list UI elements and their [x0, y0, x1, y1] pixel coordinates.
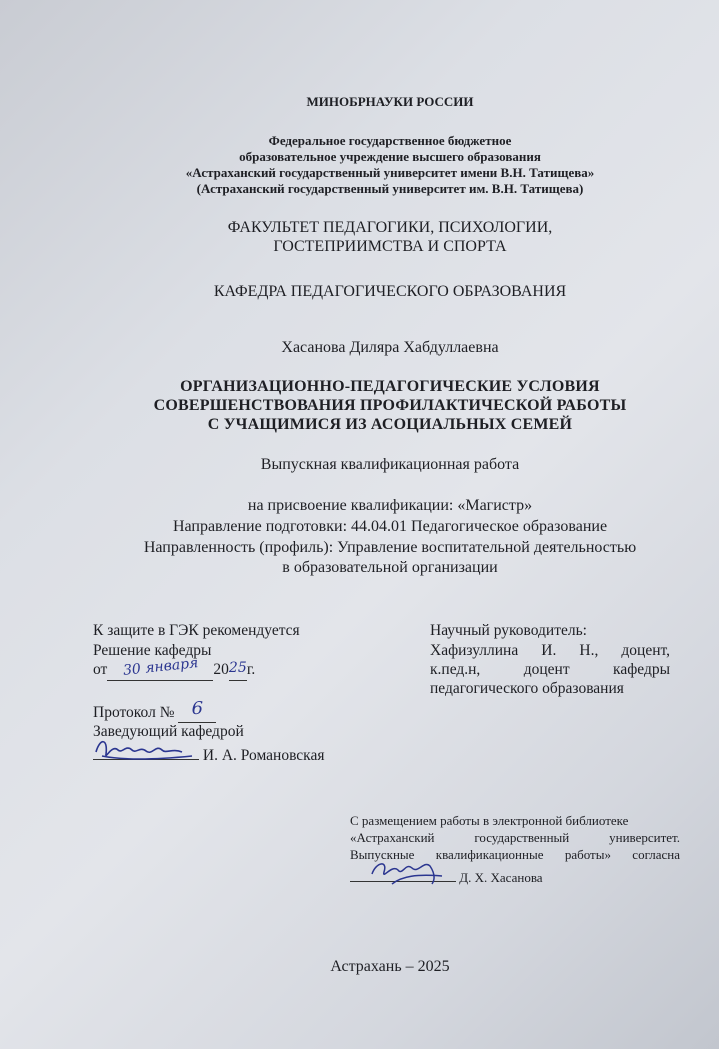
institution-line1: Федеральное государственное бюджетное	[268, 133, 512, 148]
author-signature	[362, 854, 452, 894]
supervisor-label: Научный руководитель:	[430, 622, 587, 639]
city-year: Астрахань – 2025	[330, 958, 450, 975]
ministry: МИНОБРНАУКИ РОССИИ	[306, 94, 474, 109]
thesis-title-line1: ОРГАНИЗАЦИОННО-ПЕДАГОГИЧЕСКИЕ УСЛОВИЯ	[180, 378, 600, 395]
author-name: Хасанова Диляра Хабдуллаевна	[281, 339, 499, 356]
profile-line2: в образовательной организации	[282, 559, 498, 576]
institution-line2: образовательное учреждение высшего образования	[239, 149, 541, 164]
department-decision: Решение кафедры	[93, 642, 212, 659]
profile-line1: Направленность (профиль): Управление воспитательной деятельностью	[143, 539, 637, 556]
year-prefix: 20	[213, 661, 229, 678]
department: КАФЕДРА ПЕДАГОГИЧЕСКОГО ОБРАЗОВАНИЯ	[213, 283, 567, 300]
decision-date	[93, 655, 393, 681]
handwritten-year: 25	[228, 660, 247, 676]
library-consent-line1: С размещением работы в электронной библиотеке	[350, 813, 629, 828]
handwritten-date: 30 января	[121, 655, 199, 679]
date-prefix: от	[93, 661, 108, 678]
institution-line4: (Астраханский государственный университет им. В.Н. Татищева)	[196, 181, 584, 196]
year-suffix: г.	[246, 661, 256, 678]
work-type: Выпускная квалификационная работа	[260, 456, 520, 473]
qualification: на присвоение квалификации: «Магистр»	[247, 497, 533, 514]
head-of-department-label: Заведующий кафедрой	[93, 723, 244, 740]
protocol-field	[178, 698, 216, 723]
head-signature	[92, 730, 202, 766]
supervisor-line3: педагогического образования	[430, 680, 624, 697]
supervisor-line1: Хафизуллина И. Н., доцент,	[430, 642, 670, 659]
library-consent-line3: Выпускные квалификационные работы» согласна	[350, 847, 680, 862]
date-field	[107, 655, 213, 681]
defense-recommend: К защите в ГЭК рекомендуется	[93, 622, 300, 639]
handwritten-protocol-number: 6	[191, 698, 204, 719]
institution-line3: «Астраханский государственный университет имени В.Н. Татищева»	[185, 165, 595, 180]
faculty-line2: ГОСТЕПРИИМСТВА И СПОРТА	[273, 238, 507, 255]
thesis-title-line2: СОВЕРШЕНСТВОВАНИЯ ПРОФИЛАКТИЧЕСКОЙ РАБОТЫ	[153, 397, 627, 414]
head-name: И. А. Романовская	[202, 747, 325, 764]
year-field	[229, 660, 247, 681]
protocol-label: Протокол №	[93, 704, 175, 721]
faculty-line1: ФАКУЛЬТЕТ ПЕДАГОГИКИ, ПСИХОЛОГИИ,	[227, 219, 553, 236]
protocol	[93, 698, 393, 723]
direction: Направление подготовки: 44.04.01 Педагогическое образование	[172, 518, 608, 535]
library-consent-line2: «Астраханский государственный университет.	[350, 830, 680, 845]
supervisor-line2: к.пед.н, доцент кафедры	[430, 661, 670, 678]
thesis-title-line3: С УЧАЩИМИСЯ ИЗ АСОЦИАЛЬНЫХ СЕМЕЙ	[207, 416, 573, 433]
signer-name: Д. Х. Хасанова	[459, 870, 543, 885]
